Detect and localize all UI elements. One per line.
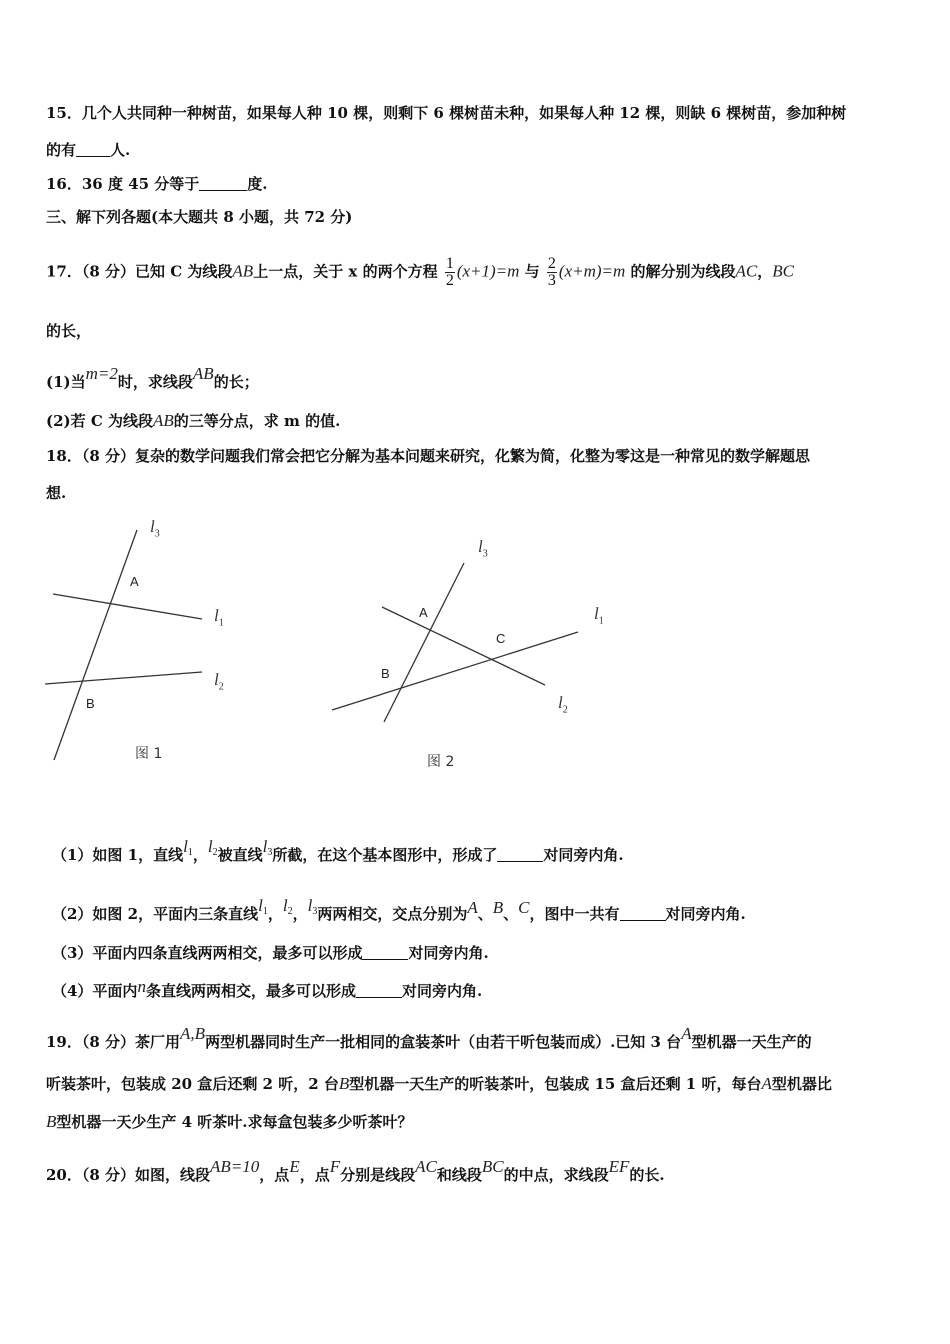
fig2-point-c: C xyxy=(496,631,506,646)
q18-line1: 18．（8 分）复杂的数学问题我们常会把它分解为基本问题来研究，化繁为简，化整为零这是一种常见的数学解题思 xyxy=(46,447,811,465)
q18-sub1: （1）如图 1，直线$l_1$，$l_2$被直线$l_3$所截，在这个基本图形中，形成了 对同旁内角. xyxy=(52,837,624,864)
fig2-line-l2 xyxy=(382,607,545,685)
q19-line3: B型机器一天少生产 4 听茶叶.求每盒包装多少听茶叶？ xyxy=(46,1112,413,1131)
q19-line1: 19．（8 分）茶厂用A,B两型机器同时生产一批相同的盒装茶叶（由若干听包装而成）.已知 3 台A型机器一天生产的 xyxy=(46,1024,812,1051)
q16: 16．36 度 45 分等于 度. xyxy=(46,175,268,193)
fraction-1-2: $\frac{1}{2}$ xyxy=(445,255,454,289)
fig2-point-a: A xyxy=(419,605,428,620)
fig2-point-b: B xyxy=(381,666,390,681)
q19-line2: 听装茶叶，包装成 20 盒后还剩 2 听，2 台B型机器一天生产的听装茶叶，包装成 15 盒后还剩 1 听，每台A型机器比 xyxy=(46,1074,832,1093)
q15-line2: 的有 人. xyxy=(46,141,131,159)
fig2-line-l1 xyxy=(332,632,578,710)
q15-line1: 15．几个人共同种一种树苗，如果每人种 10 棵，则剩下 6 棵树苗未种，如果每人种 12 棵，则缺 6 棵树苗，参加种树 xyxy=(46,104,847,122)
fig2-label-l1: $l_1$ xyxy=(594,604,604,627)
fig2-label-l3: $l_3$ xyxy=(478,537,488,560)
q18-sub4: （4）平面内n条直线两两相交，最多可以形成 对同旁内角. xyxy=(52,977,483,1000)
fraction-2-3: $\frac{2}{3}$ xyxy=(547,255,556,289)
answer-blank[interactable] xyxy=(620,906,666,921)
answer-blank[interactable] xyxy=(356,983,402,998)
fig1-label-l3: $l_3$ xyxy=(150,517,160,540)
fig2-caption: 图 2 xyxy=(427,754,455,770)
fig1-caption: 图 1 xyxy=(135,746,163,762)
fig2-line-l3 xyxy=(384,563,464,722)
fig1-line-l3 xyxy=(54,530,137,760)
section-heading: 三、解下列各题(本大题共 8 小题，共 72 分) xyxy=(46,208,353,226)
fig2-label-l2: $l_2$ xyxy=(558,693,568,716)
fig1-point-b: B xyxy=(86,696,95,711)
fig1-line-l2 xyxy=(45,672,202,684)
fig1-label-l2: $l_2$ xyxy=(214,670,224,693)
q17-part2: (2)若 C 为线段AB的三等分点，求 m 的值. xyxy=(46,411,341,430)
q20: 20．（8 分）如图，线段AB=10，点E，点F分别是线段AC和线段BC的中点，求线段EF的长. xyxy=(46,1157,665,1184)
q18-sub2: （2）如图 2，平面内三条直线$l_1$，$l_2$，$l_3$两两相交，交点分别为A、B、C，图中一共有 对同旁内角. xyxy=(52,896,746,923)
answer-blank[interactable] xyxy=(497,847,543,862)
q18-line2: 想. xyxy=(46,484,67,502)
answer-blank[interactable] xyxy=(362,945,408,960)
q17-line1: 17．（8 分）已知 C 为线段AB上一点，关于 x 的两个方程 $\frac{1}{2}$ (x+1)=m 与 $\frac{2}{3}$ (x+m)=m 的解分别为线段AC，BC xyxy=(46,255,795,289)
q17-line2: 的长， xyxy=(46,322,92,340)
q18-sub3: （3）平面内四条直线两两相交，最多可以形成 对同旁内角. xyxy=(52,944,489,962)
fig1-line-l1 xyxy=(53,594,202,619)
fig1-label-l1: $l_1$ xyxy=(214,606,224,629)
fig1-point-a: A xyxy=(130,574,139,589)
q17-part1: (1)当m=2时，求线段AB的长； xyxy=(46,364,259,391)
